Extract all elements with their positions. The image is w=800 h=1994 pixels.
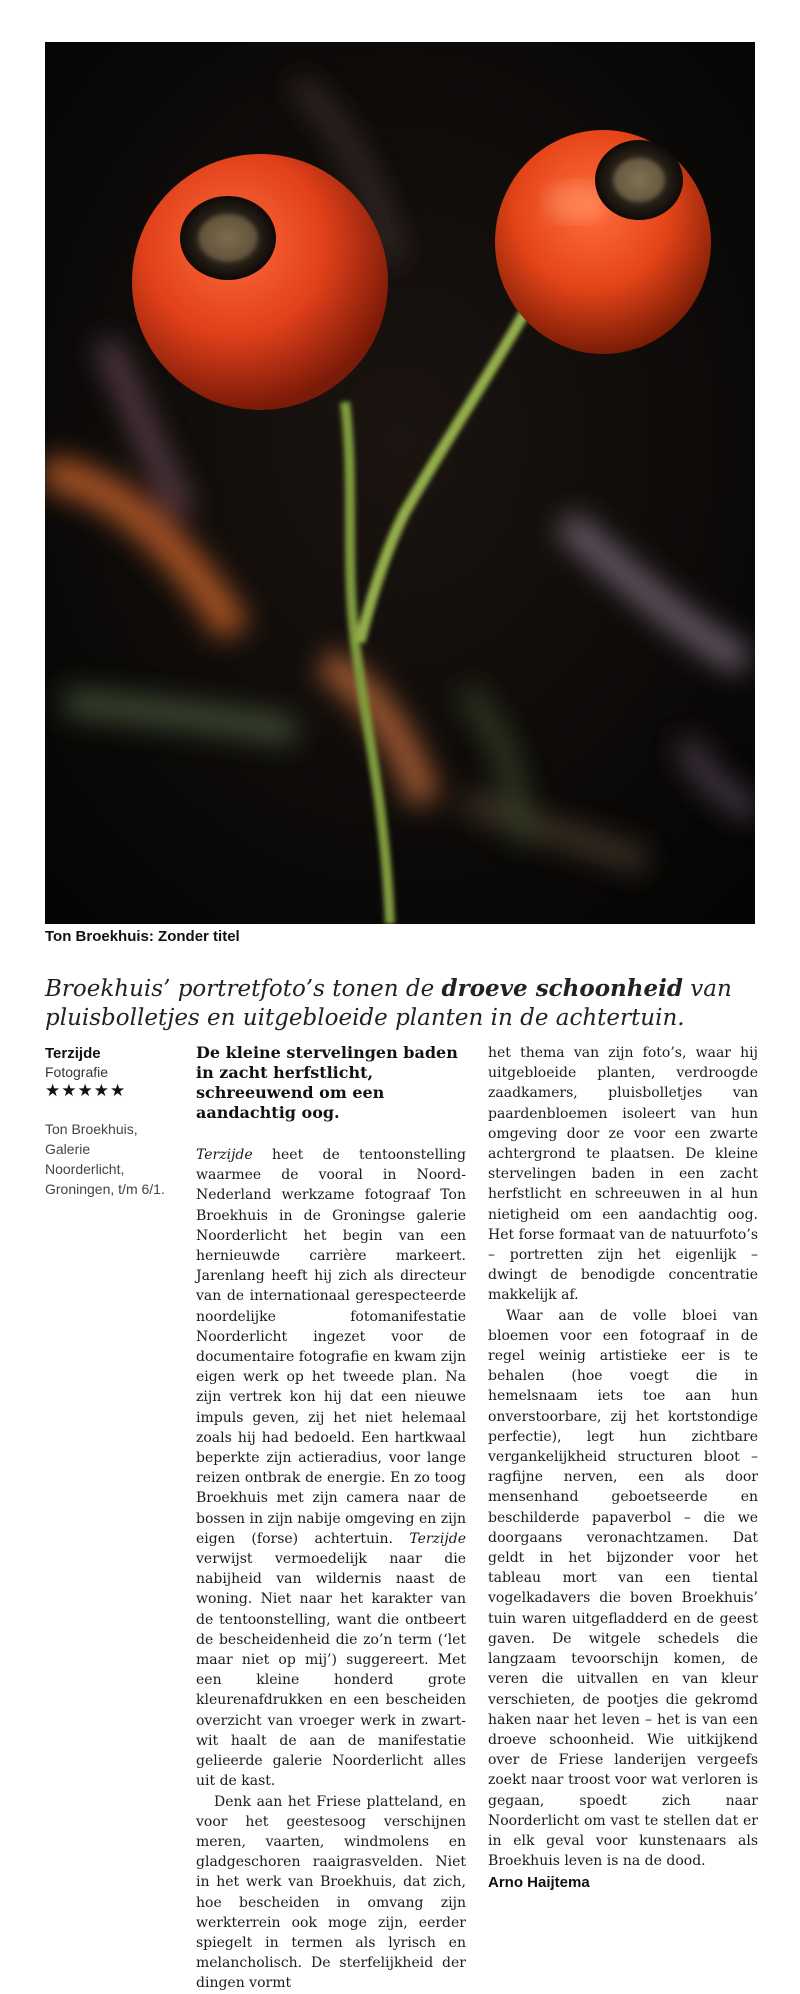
category-label: Fotografie [45,1064,109,1080]
rating-stars: ★★★★★ [45,1081,127,1100]
review-sidebar [45,1045,185,1199]
article-paragraph: Denk aan het Friese platteland, en voor het geestesoog verschijnen meren, vaarten, windmolens en gladgeschoren raaigrasvelden. Niet in het werk van Broekhuis, dat zich, hoe bescheiden in omvang zijn werkterrein ook moge zijn, eerder spiegelt in termen als lyrisch en melancholisch. De sterfelijkheid der dingen vormt [196,1793,466,1992]
info-line: Ton Broekhuis, [45,1121,138,1137]
section-label: Terzijde [45,1045,101,1062]
author-byline: Arno Haijtema [488,1874,590,1892]
italic-title: Terzijde [196,1147,253,1163]
info-line: Groningen, t/m 6/1. [45,1181,165,1197]
photo-caption: Ton Broekhuis: Zonder titel [45,928,240,945]
paragraph-text: heet de tentoonstelling waarmee de vooral in Noord-Nederland werkzame fotograaf Ton Broekhuis in de Groningse galerie Noorderlicht het begin van een hernieuwde carrière markeert. Jarenlang heeft hij zich als directeur van de internationaal gerespecteerde noordelijke fotomanifestatie Noorderlicht ingezet voor de documentaire fotografie en kwam zijn eigen werk op het tweede plan. Na zijn vertrek kon hij dat een nieuwe impuls geven, zij het niet helemaal zoals hij had bedoeld. Een hartkwaal beperkte zijn actieradius, voor lange reizen ontbrak de energie. En zo toog Broekhuis met zijn camera naar de bossen in zijn nabije omgeving en zijn eigen (forse) achtertuin. [196,1147,466,1547]
lede-after: van pluisbolletjes en uitgebloeide planten in de achtertuin. [45,976,732,1031]
lede-before: Broekhuis’ portretfoto’s tonen de [45,976,442,1002]
info-line: Noorderlicht, [45,1161,125,1177]
article-paragraph [196,1145,466,1792]
article-column-2 [488,1043,758,1894]
paragraph-text: verwijst vermoedelijk naar die nabijheid van wildernis naast de woning. Niet naar het karakter van de tentoonstelling, want die ontbeert de bescheidenheid die zo’n term (‘let maar niet op mij’) suggereert. Met een kleine honderd grote kleurenafdrukken en een bescheiden overzicht van vroeger werk in zwart-wit haalt de aan de manifestatie gelieerde galerie Noorderlicht alles uit de kast. [196,1551,466,1790]
rosehip-photo [45,42,755,924]
info-line: Galerie [45,1141,91,1157]
rosehip-photo-art [45,42,755,924]
italic-title: Terzijde [409,1530,466,1547]
article-intro: De kleine stervelingen baden in zacht herfstlicht, schreeuwend om een aandachtig oog. [196,1043,458,1122]
exhibition-info [45,1119,180,1199]
article-paragraph: Waar aan de volle bloei van bloemen voor een fotograaf in de regel weinig artistieke eer is te behalen (hoe voegt die in hemelsnaam iets toe aan hun onverstoorbare, zij het kortstondige perfectie), legt hun zichtbare vergankelijkheid structuren bloot – ragfijne nerven, een als door mensenhand geboetseerde en beschilderde papaverbol – die we doorgaans veronachtzamen. Dat geldt in het bijzonder voor het tableau mort van een tiental vogelkadavers die boven Broekhuis’ tuin waren uitgefladderd en de geest gaven. De witgele schedels die langzaam tevoorschijn komen, de veren die uitvallen en van kleur verschieten, de pootjes die gekromd haken naar het leven – het is van een droeve schoonheid. Wie uitkijkend over de Friese landerijen vergeefs zoekt naar troost voor wat verloren is gegaan, spoedt zich naar Noorderlicht om vast te stellen dat er in elk geval voor kunstenaars als Broekhuis leven is na de dood. [488,1307,758,1870]
article-paragraph: het thema van zijn foto’s, waar hij uitgebloeide planten, verdroogde zaadkamers, pluisbolletjes van paardenbloemen isoleert van hun omgeving door ze voor een zwarte achtergrond te plaatsen. De kleine stervelingen baden in een zacht herfstlicht en schreeuwen in al hun nietigheid om een aandachtig oog. Het forse formaat van de natuurfoto’s – portretten zijn het eigenlijk – dwingt de benodigde concentratie makkelijk af. [488,1045,758,1304]
article-column-1 [196,1043,466,1994]
lede-bold: droeve schoonheid [441,975,683,1002]
lede [45,974,765,1033]
